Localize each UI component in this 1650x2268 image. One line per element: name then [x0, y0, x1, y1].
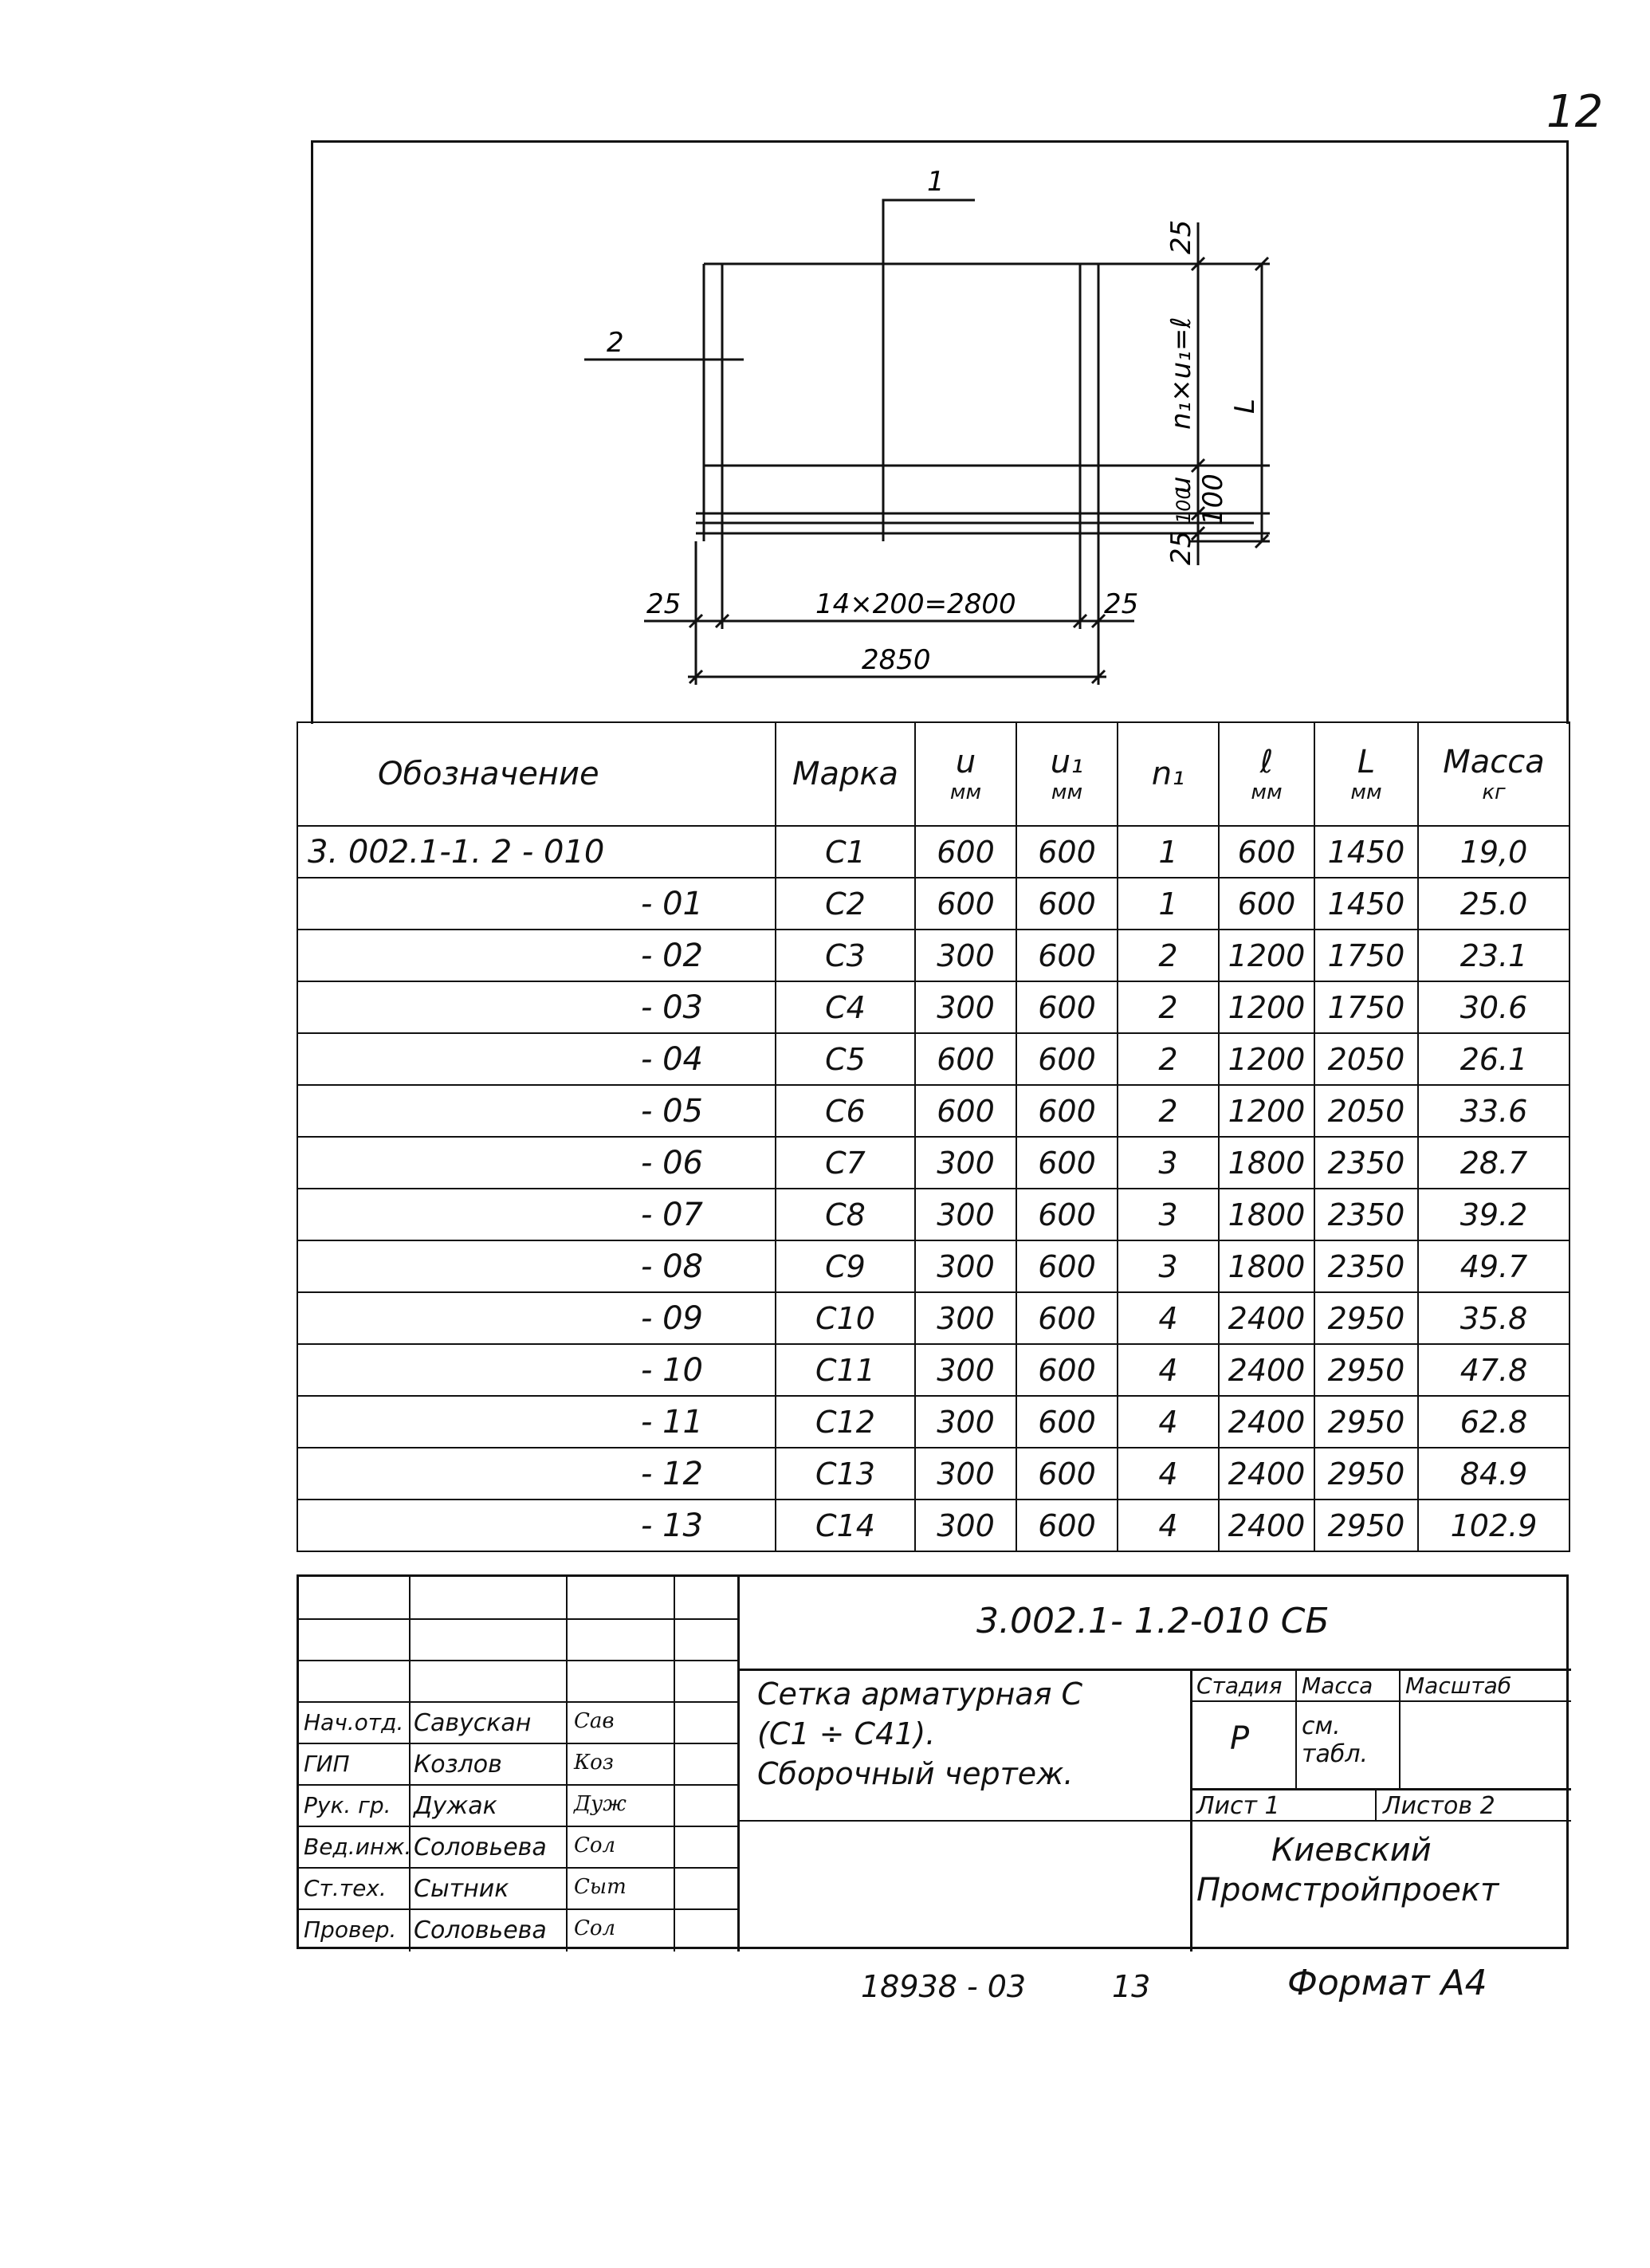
cell-mark: С13: [776, 1448, 915, 1500]
table-row: [297, 1240, 1569, 1292]
cell-designation: - 13: [297, 1500, 776, 1551]
org-line-2: Промстройпроект: [1196, 1872, 1499, 1908]
cell-l: 1200: [1219, 930, 1314, 981]
dim-bottom-right: 25: [1104, 588, 1139, 620]
table-row: [297, 981, 1569, 1033]
cell-n1: 4: [1118, 1500, 1219, 1551]
cell-L: 2350: [1314, 1189, 1418, 1240]
dim-right-100b: 100: [1197, 474, 1229, 525]
cell-mass: 102.9: [1418, 1500, 1569, 1551]
header-n1: n₁: [1118, 722, 1219, 826]
cell-designation: - 04: [297, 1033, 776, 1085]
cell-mass: 30.6: [1418, 981, 1569, 1033]
cell-L: 1450: [1314, 826, 1418, 878]
table-row: [297, 1500, 1569, 1551]
cell-n1: 3: [1118, 1189, 1219, 1240]
dim-right-u: u: [1165, 476, 1197, 493]
page-number: 12: [1546, 86, 1604, 138]
cell-L: 2950: [1314, 1292, 1418, 1344]
cell-mass: 35.8: [1418, 1292, 1569, 1344]
sheets-label: Листов 2: [1383, 1792, 1495, 1820]
cell-u: 600: [915, 1033, 1016, 1085]
cell-designation: - 09: [297, 1292, 776, 1344]
cell-u1: 600: [1016, 1085, 1118, 1137]
cell-mass: 49.7: [1418, 1240, 1569, 1292]
cell-L: 2350: [1314, 1240, 1418, 1292]
cell-L: 2950: [1314, 1396, 1418, 1448]
cell-mass: 25.0: [1418, 878, 1569, 930]
cell-u1: 600: [1016, 1189, 1118, 1240]
cell-l: 1200: [1219, 1033, 1314, 1085]
mesh-drawing-svg: [313, 143, 1571, 726]
cell-mass: 19,0: [1418, 826, 1569, 878]
cell-L: 2350: [1314, 1137, 1418, 1189]
title-line-1: Сетка арматурная С: [757, 1676, 1083, 1712]
cell-mark: С9: [776, 1240, 915, 1292]
cell-mark: С4: [776, 981, 915, 1033]
cell-u: 300: [915, 1292, 1016, 1344]
cell-u1: 600: [1016, 930, 1118, 981]
cell-n1: 2: [1118, 981, 1219, 1033]
cell-n1: 3: [1118, 1137, 1219, 1189]
cell-u: 600: [915, 826, 1016, 878]
mass-value: см. табл.: [1302, 1712, 1369, 1768]
cell-L: 1450: [1314, 878, 1418, 930]
staff-sign: Сол: [574, 1834, 616, 1857]
cell-u: 300: [915, 1396, 1016, 1448]
table-row: [297, 1085, 1569, 1137]
staff-role: Рук. гр.: [304, 1792, 391, 1818]
staff-role: Вед.инж.: [304, 1834, 412, 1860]
cell-u: 300: [915, 1137, 1016, 1189]
cell-n1: 2: [1118, 930, 1219, 981]
sheet-label: Лист 1: [1196, 1792, 1280, 1820]
table-row: [297, 1137, 1569, 1189]
cell-mass: 26.1: [1418, 1033, 1569, 1085]
title-line-2: (С1 ÷ С41).: [757, 1716, 936, 1751]
header-L: L мм: [1314, 722, 1418, 826]
staff-sign: Сав: [574, 1709, 615, 1733]
staff-name: Соловьева: [414, 1834, 547, 1861]
staff-name: Козлов: [414, 1751, 502, 1779]
cell-L: 2950: [1314, 1448, 1418, 1500]
mesh-drawing: [311, 140, 1569, 724]
cell-L: 2050: [1314, 1033, 1418, 1085]
table-header-row: [297, 722, 1569, 826]
cell-mass: 47.8: [1418, 1344, 1569, 1396]
dim-right-nul: n₁×u₁=ℓ: [1165, 316, 1197, 430]
cell-n1: 2: [1118, 1085, 1219, 1137]
cell-designation: - 08: [297, 1240, 776, 1292]
cell-mark: С12: [776, 1396, 915, 1448]
cell-designation: - 02: [297, 930, 776, 981]
org-line-1: Киевский: [1271, 1832, 1432, 1869]
cell-mark: С1: [776, 826, 915, 878]
cell-mark: С10: [776, 1292, 915, 1344]
cell-u1: 600: [1016, 1344, 1118, 1396]
cell-L: 1750: [1314, 981, 1418, 1033]
table-row: [297, 878, 1569, 930]
cell-u1: 600: [1016, 981, 1118, 1033]
table-row: [297, 1033, 1569, 1085]
staff-name: Савускан: [414, 1709, 532, 1737]
leader-2-label: 2: [607, 327, 624, 359]
cell-u1: 600: [1016, 1292, 1118, 1344]
cell-l: 1800: [1219, 1137, 1314, 1189]
table-row: [297, 1344, 1569, 1396]
cell-u: 300: [915, 981, 1016, 1033]
cell-designation: - 11: [297, 1396, 776, 1448]
staff-role: ГИП: [304, 1751, 350, 1777]
staff-name: Сытник: [414, 1875, 509, 1903]
cell-n1: 4: [1118, 1292, 1219, 1344]
cell-mark: С5: [776, 1033, 915, 1085]
cell-u1: 600: [1016, 1137, 1118, 1189]
staff-sign: Дуж: [574, 1792, 627, 1816]
cell-L: 1750: [1314, 930, 1418, 981]
cell-l: 2400: [1219, 1500, 1314, 1551]
cell-designation: - 05: [297, 1085, 776, 1137]
dim-right-100a: 100: [1173, 487, 1195, 524]
table-row: [297, 1292, 1569, 1344]
header-mass: Масса кг: [1418, 722, 1569, 826]
dim-right-25b: 25: [1165, 530, 1197, 565]
cell-mass: 28.7: [1418, 1137, 1569, 1189]
staff-sign: Сыт: [574, 1875, 627, 1899]
cell-mark: С2: [776, 878, 915, 930]
cell-u: 600: [915, 878, 1016, 930]
cell-l: 1200: [1219, 981, 1314, 1033]
dim-total-width: 2850: [862, 644, 931, 676]
cell-n1: 4: [1118, 1448, 1219, 1500]
cell-n1: 4: [1118, 1344, 1219, 1396]
cell-u: 300: [915, 1500, 1016, 1551]
dim-right-top: 25: [1165, 219, 1197, 254]
cell-u1: 600: [1016, 826, 1118, 878]
cell-u1: 600: [1016, 878, 1118, 930]
format-label: Формат А4: [1287, 1963, 1487, 2003]
title-line-3: Сборочный чертеж.: [757, 1756, 1074, 1791]
cell-designation: - 12: [297, 1448, 776, 1500]
header-designation: Обозначение: [297, 722, 776, 826]
cell-mark: С11: [776, 1344, 915, 1396]
cell-l: 2400: [1219, 1344, 1314, 1396]
cell-mark: С7: [776, 1137, 915, 1189]
leader-1-label: 1: [927, 166, 945, 198]
cell-designation: - 06: [297, 1137, 776, 1189]
cell-l: 600: [1219, 878, 1314, 930]
cell-mark: С14: [776, 1500, 915, 1551]
cell-u: 300: [915, 1240, 1016, 1292]
cell-n1: 1: [1118, 826, 1219, 878]
cell-mark: С8: [776, 1189, 915, 1240]
scale-label: Масштаб: [1405, 1673, 1512, 1699]
cell-L: 2950: [1314, 1500, 1418, 1551]
cell-n1: 3: [1118, 1240, 1219, 1292]
cell-u1: 600: [1016, 1448, 1118, 1500]
cell-u1: 600: [1016, 1500, 1118, 1551]
header-u: u мм: [915, 722, 1016, 826]
cell-u: 300: [915, 1448, 1016, 1500]
stage-value: Р: [1230, 1720, 1250, 1757]
cell-l: 1800: [1219, 1189, 1314, 1240]
mass-label: Масса: [1302, 1673, 1373, 1699]
cell-mark: С3: [776, 930, 915, 981]
staff-sign: Коз: [574, 1751, 614, 1775]
cell-mass: 33.6: [1418, 1085, 1569, 1137]
cell-u: 300: [915, 930, 1016, 981]
cell-mass: 62.8: [1418, 1396, 1569, 1448]
stage-label: Стадия: [1196, 1673, 1283, 1699]
table-row: [297, 930, 1569, 981]
inventory-number: 18938 - 03: [861, 1969, 1027, 2004]
header-mark: Марка: [776, 722, 915, 826]
header-l: ℓ мм: [1219, 722, 1314, 826]
table-row: [297, 1448, 1569, 1500]
staff-sign: Сол: [574, 1916, 616, 1940]
cell-n1: 4: [1118, 1396, 1219, 1448]
cell-l: 600: [1219, 826, 1314, 878]
cell-l: 1200: [1219, 1085, 1314, 1137]
cell-l: 2400: [1219, 1292, 1314, 1344]
header-u1: u₁ мм: [1016, 722, 1118, 826]
staff-role: Ст.тех.: [304, 1875, 387, 1901]
cell-mass: 23.1: [1418, 930, 1569, 981]
cell-u1: 600: [1016, 1240, 1118, 1292]
cell-l: 2400: [1219, 1448, 1314, 1500]
cell-designation: - 03: [297, 981, 776, 1033]
table-row: [297, 1396, 1569, 1448]
title-block: [297, 1574, 1569, 1949]
cell-u1: 600: [1016, 1396, 1118, 1448]
cell-designation: 3. 002.1-1. 2 - 010: [297, 826, 776, 878]
cell-mass: 84.9: [1418, 1448, 1569, 1500]
cell-u: 300: [915, 1344, 1016, 1396]
cell-designation: - 10: [297, 1344, 776, 1396]
cell-l: 1800: [1219, 1240, 1314, 1292]
table-row: [297, 826, 1569, 878]
cell-L: 2950: [1314, 1344, 1418, 1396]
cell-L: 2050: [1314, 1085, 1418, 1137]
dim-bottom-mid: 14×200=2800: [815, 588, 1016, 620]
table-row: [297, 1189, 1569, 1240]
cell-l: 2400: [1219, 1396, 1314, 1448]
cell-mark: С6: [776, 1085, 915, 1137]
dim-right-L: L: [1229, 399, 1261, 414]
dim-bottom-left: 25: [646, 588, 682, 620]
staff-name: Соловьева: [414, 1916, 547, 1944]
staff-role: Провер.: [304, 1916, 397, 1943]
cell-n1: 1: [1118, 878, 1219, 930]
staff-name: Дужак: [414, 1792, 497, 1820]
cell-designation: - 01: [297, 878, 776, 930]
cell-mass: 39.2: [1418, 1189, 1569, 1240]
staff-role: Нач.отд.: [304, 1709, 404, 1735]
leader-1: [883, 200, 975, 264]
specification-table: [297, 721, 1570, 1552]
cell-u: 600: [915, 1085, 1016, 1137]
cell-designation: - 07: [297, 1189, 776, 1240]
cell-n1: 2: [1118, 1033, 1219, 1085]
footer-sheet-number: 13: [1112, 1969, 1151, 2004]
doc-code: 3.002.1- 1.2-010 СБ: [976, 1601, 1330, 1641]
cell-u1: 600: [1016, 1033, 1118, 1085]
cell-u: 300: [915, 1189, 1016, 1240]
